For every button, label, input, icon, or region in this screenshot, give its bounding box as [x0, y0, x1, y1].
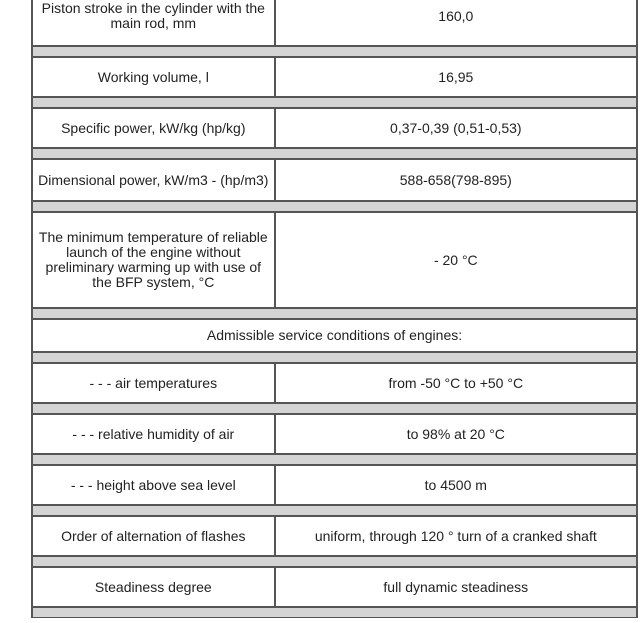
row-separator	[32, 607, 637, 618]
table-row	[32, 108, 637, 148]
spec-label: - - - height above sea level	[32, 465, 275, 505]
spec-value: 588-658(798-895)	[275, 159, 637, 201]
spec-value: from -50 °C to +50 °C	[275, 363, 637, 403]
spec-label: Piston stroke in the cylinder with the main rod, mm	[32, 0, 275, 46]
spec-label: Working volume, l	[32, 57, 275, 97]
table-row	[32, 319, 637, 352]
engine-specifications-table	[31, 0, 638, 618]
spec-label: Order of alternation of flashes	[32, 516, 275, 556]
spec-value: to 98% at 20 °C	[275, 414, 637, 454]
spec-label: - - - air temperatures	[32, 363, 275, 403]
spec-label: Dimensional power, kW/m3 - (hp/m3)	[32, 159, 275, 201]
section-heading: Admissible service conditions of engines:	[32, 319, 637, 352]
spec-value: 160,0	[275, 0, 637, 46]
spec-value: 16,95	[275, 57, 637, 97]
table-row	[32, 363, 637, 403]
row-separator	[32, 97, 637, 108]
row-separator	[32, 556, 637, 567]
row-separator	[32, 352, 637, 363]
table-row	[32, 567, 637, 607]
spec-value: full dynamic steadiness	[275, 567, 637, 607]
row-separator	[32, 148, 637, 159]
spec-label: Specific power, kW/kg (hp/kg)	[32, 108, 275, 148]
spec-value: to 4500 m	[275, 465, 637, 505]
row-separator	[32, 403, 637, 414]
spec-value: 0,37-0,39 (0,51-0,53)	[275, 108, 637, 148]
table-row	[32, 516, 637, 556]
row-separator	[32, 454, 637, 465]
table-row	[32, 0, 637, 46]
table-row	[32, 414, 637, 454]
spec-label: The minimum temperature of reliable launch of the engine without preliminary warming up with use of the BFP system, °C	[32, 212, 275, 308]
spec-value: uniform, through 120 ° turn of a cranked shaft	[275, 516, 637, 556]
table-row	[32, 57, 637, 97]
table-row	[32, 465, 637, 505]
spec-label: Steadiness degree	[32, 567, 275, 607]
table-row	[32, 159, 637, 201]
row-separator	[32, 46, 637, 57]
spec-value: - 20 °C	[275, 212, 637, 308]
row-separator	[32, 201, 637, 212]
row-separator	[32, 505, 637, 516]
spec-label: - - - relative humidity of air	[32, 414, 275, 454]
row-separator	[32, 308, 637, 319]
table-row	[32, 212, 637, 308]
